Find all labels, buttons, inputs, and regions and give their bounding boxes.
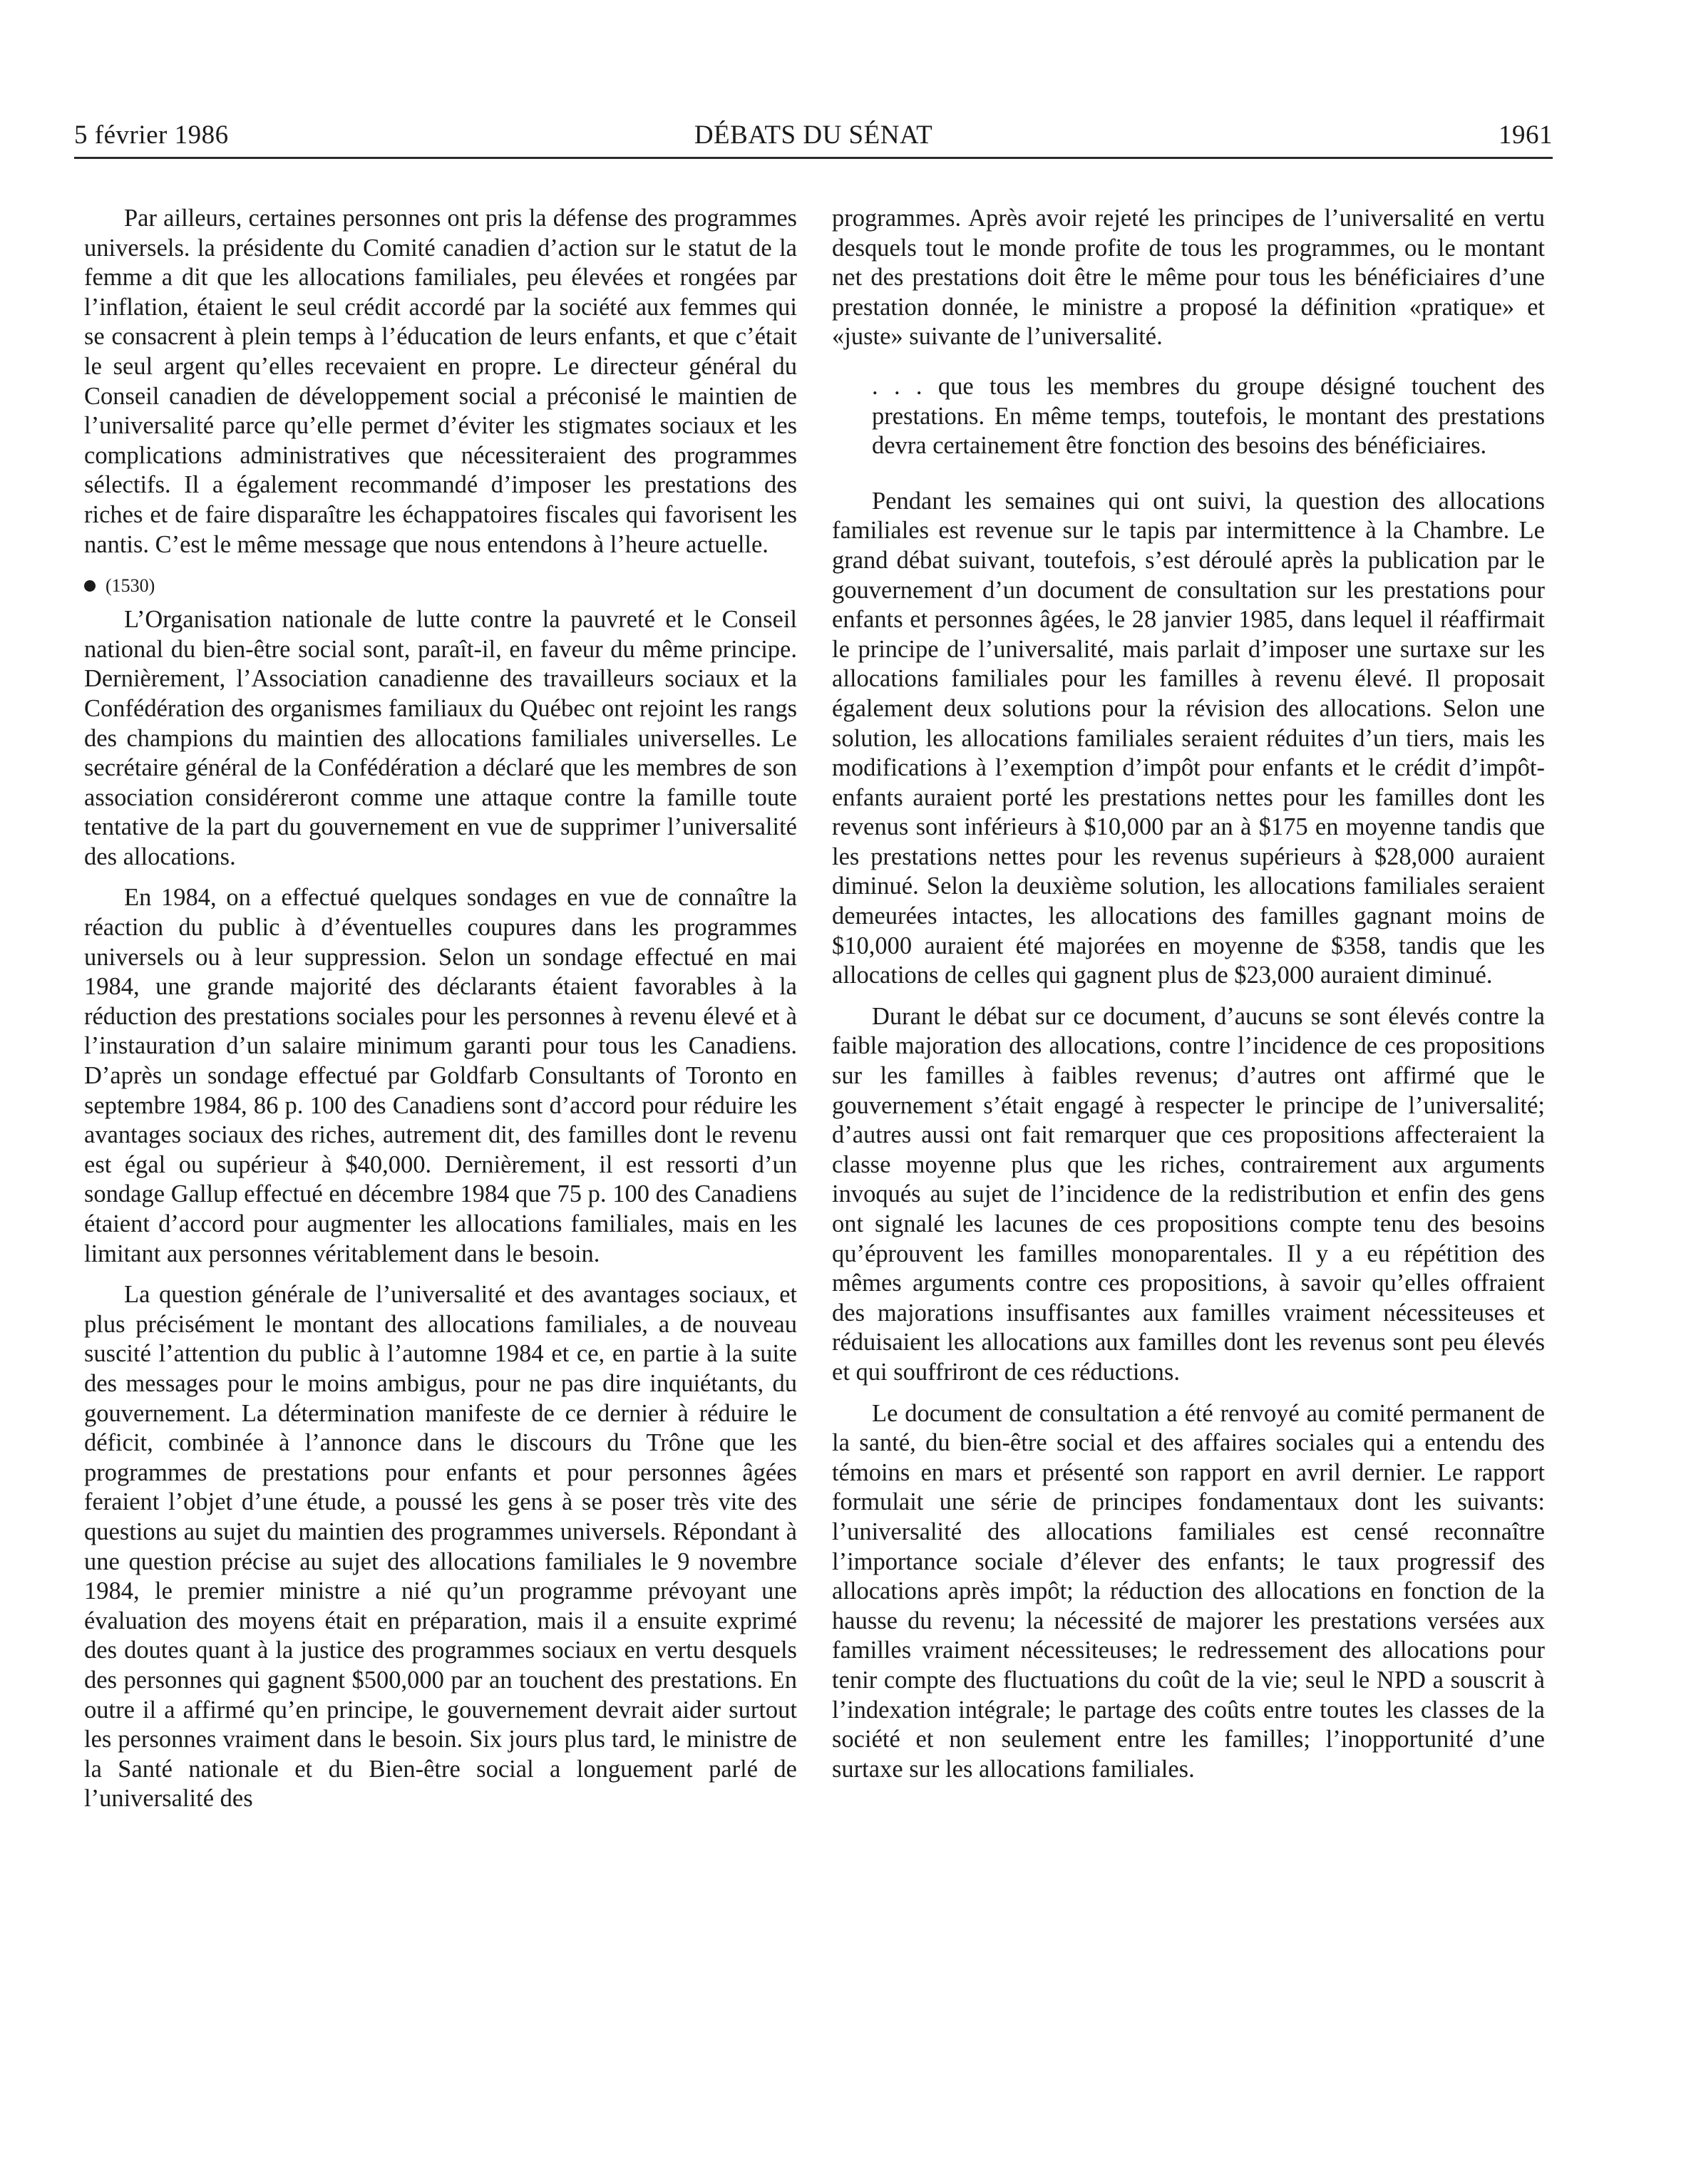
time-marker [84,575,797,597]
right-paragraph-3: Durant le débat sur ce document, d’aucuns se sont élevés contre la faible majoration des allocations, contre l’incidence de ces propositions sur les familles à faibles revenus; d’autres ont affirmé que le gouvernement s’était engagé à respecter le principe de l’universalité; d’autres aussi ont fait remarquer que ces propositions affecteraient la classe moyenne plus que les riches, contrairement aux arguments invoqués au sujet de l’incidence de la redistribution et enfin des gens ont signalé les lacunes de ces propositions compte tenu des besoins qu’éprouvent les familles monoparentales. Il y a eu répétition des mêmes arguments contre ces propositions, à savoir qu’elles offraient des majorations insuffisantes aux familles vraiment nécessiteuses et réduisaient les allocations aux familles dont les revenus sont peu élevés et qui souffriront de ces réductions. [832,1002,1545,1386]
left-paragraph-2: L’Organisation nationale de lutte contre la pauvreté et le Conseil national du bien-être social sont, paraît-il, en faveur du même principe. Dernièrement, l’Association canadienne des travailleurs sociaux et la Confédération des organismes familiaux du Québec ont rejoint les rangs des champions du maintien des allocations familiales universelles. Le secrétaire général de la Confédération a déclaré que les membres de son association considéreront comme une attaque contre la famille toute tentative de la part du gouvernement en vue de supprimer l’universalité des allocations. [84,606,797,870]
header-date: 5 février 1986 [74,120,229,150]
right-paragraph-1: programmes. Après avoir rejeté les principes de l’universalité en vertu desquels tout le monde profite de tous les programmes, ou le montant net des prestations doit être le même pour tous les bénéficiaires d’une prestation donnée, le ministre a proposé la définition «pratique» et «juste» suivante de l’universalité. [832,205,1545,351]
right-paragraph-4: Le document de consultation a été renvoyé au comité permanent de la santé, du bien-être social et des affaires sociales qui a entendu des témoins en mars et présenté son rapport en avril dernier. Le rapport formulait une série de principes fondamentaux dont les suivants: l’universalité des allocations familiales est censé reconnaître l’importance sociale d’élever des enfants; le taux progressif des allocations après impôt; la réduction des allocations en fonction de la hausse du revenu; la nécessité de majorer les prestations versées aux familles vraiment nécessiteuses; le redressement des allocations pour tenir compte des fluctuations du coût de la vie; seul le NPD a souscrit à l’indexation intégrale; le partage des coûts entre toutes les classes de la société et non seulement entre les familles; l’inopportunité d’une surtaxe sur les allocations familiales. [832,1399,1545,1783]
header-page-number: 1961 [1499,120,1553,150]
right-paragraph-2: Pendant les semaines qui ont suivi, la question des allocations familiales est revenue sur le tapis par intermittence à la Chambre. Le grand débat suivant, toutefois, s’est déroulé après la publication par le gouvernement d’un document de consultation sur les prestations pour enfants et personnes âgées, le 28 janvier 1985, dans lequel il réaffirmait le principe de l’universalité, mais parlait d’imposer une surtaxe sur les allocations familiales pour les familles à revenu élevé. Il proposait également deux solutions pour la révision des allocations. Selon une solution, les allocations familiales seraient réduites d’un tiers, mais les modifications à l’exemption d’impôt pour enfants et le crédit d’impôt-enfants auraient porté les prestations nettes pour les familles dont les revenus sont inférieurs à $10,000 par an à $175 en moyenne tandis que les prestations nettes pour les revenus supérieurs à $28,000 auraient diminué. Selon la deuxième solution, les allocations familiales seraient demeurées intactes, les allocations des familles gagnant moins de $10,000 auraient été majorées en moyenne de $358, tandis que les allocations de celles qui gagnent plus de $23,000 auraient diminué. [832,487,1545,989]
left-paragraph-1: Par ailleurs, certaines personnes ont pris la défense des programmes universels. la présidente du Comité canadien d’action sur le statut de la femme a dit que les allocations familiales, peu élevées et rongées par l’inflation, étaient le seul crédit accordé par la société aux femmes qui se consacrent à plein temps à l’éducation de leurs enfants, et que c’était le seul argent qu’elles recevaient en propre. Le directeur général du Conseil canadien de développement social a préconisé le maintien de l’universalité parce qu’elle permet d’éviter les stigmates sociaux et les complications administratives que nécessiteraient des programmes sélectifs. Il a également recommandé d’imposer les prestations des riches et de faire disparaître les échappatoires fiscales qui favorisent les nantis. C’est le même message que nous entendons à l’heure actuelle. [84,205,797,558]
block-quote [872,372,1545,461]
header-title: DÉBATS DU SÉNAT [694,120,933,150]
time-marker-label: (1530) [106,575,155,597]
left-paragraph-4: La question générale de l’universalité et des avantages sociaux, et plus précisément le montant des allocations familiales, a de nouveau suscité l’attention du public à l’automne 1984 et ce, en partie à la suite des messages pour le moins ambigus, pour ne pas dire inquiétants, du gouvernement. La détermination manifeste de ce dernier à réduire le déficit, combinée à l’annonce dans le discours du Trône que les programmes de prestations pour enfants et pour personnes âgées feraient l’objet d’une étude, a poussé les gens à se poser très vite des questions au sujet du maintien des programmes universels. Répondant à une question précise au sujet des allocations familiales le 9 novembre 1984, le premier ministre a nié qu’un programme prévoyant une évaluation des moyens était en préparation, mais il a ensuite exprimé des doutes quant à la justice des programmes sociaux en vertu desquels des personnes qui gagnent $500,000 par an touchent des prestations. En outre il a affirmé qu’en principe, le gouvernement devrait aider surtout les personnes vraiment dans le besoin. Six jours plus tard, le ministre de la Santé nationale et du Bien-être social a longuement parlé de l’universalité des [84,1281,797,1813]
block-quote-text: . . . que tous les membres du groupe désigné touchent des prestations. En même temps, toutefois, le montant des prestations devra certainement être fonction des besoins des bénéficiaires. [872,372,1545,460]
bullet-icon [84,580,96,592]
left-column [84,204,797,1814]
right-column [832,204,1545,1784]
left-paragraph-3: En 1984, on a effectué quelques sondages en vue de connaître la réaction du public à d’éventuelles coupures dans les programmes universels ou à leur suppression. Selon un sondage effectué en mai 1984, une grande majorité des déclarants étaient favorables à la réduction des prestations sociales pour les personnes à revenu élevé et à l’instauration d’un salaire minimum garanti pour tous les Canadiens. D’après un sondage effectué par Goldfarb Consultants of Toronto en septembre 1984, 86 p. 100 des Canadiens sont d’accord pour réduire les avantages sociaux des riches, autrement dit, des familles dont le revenu est égal ou supérieur à $40,000. Dernièrement, il est ressorti d’un sondage Gallup effectué en décembre 1984 que 75 p. 100 des Canadiens étaient d’accord pour augmenter les allocations familiales, mais en les limitant aux personnes véritablement dans le besoin. [84,884,797,1267]
page-header [74,118,1553,159]
